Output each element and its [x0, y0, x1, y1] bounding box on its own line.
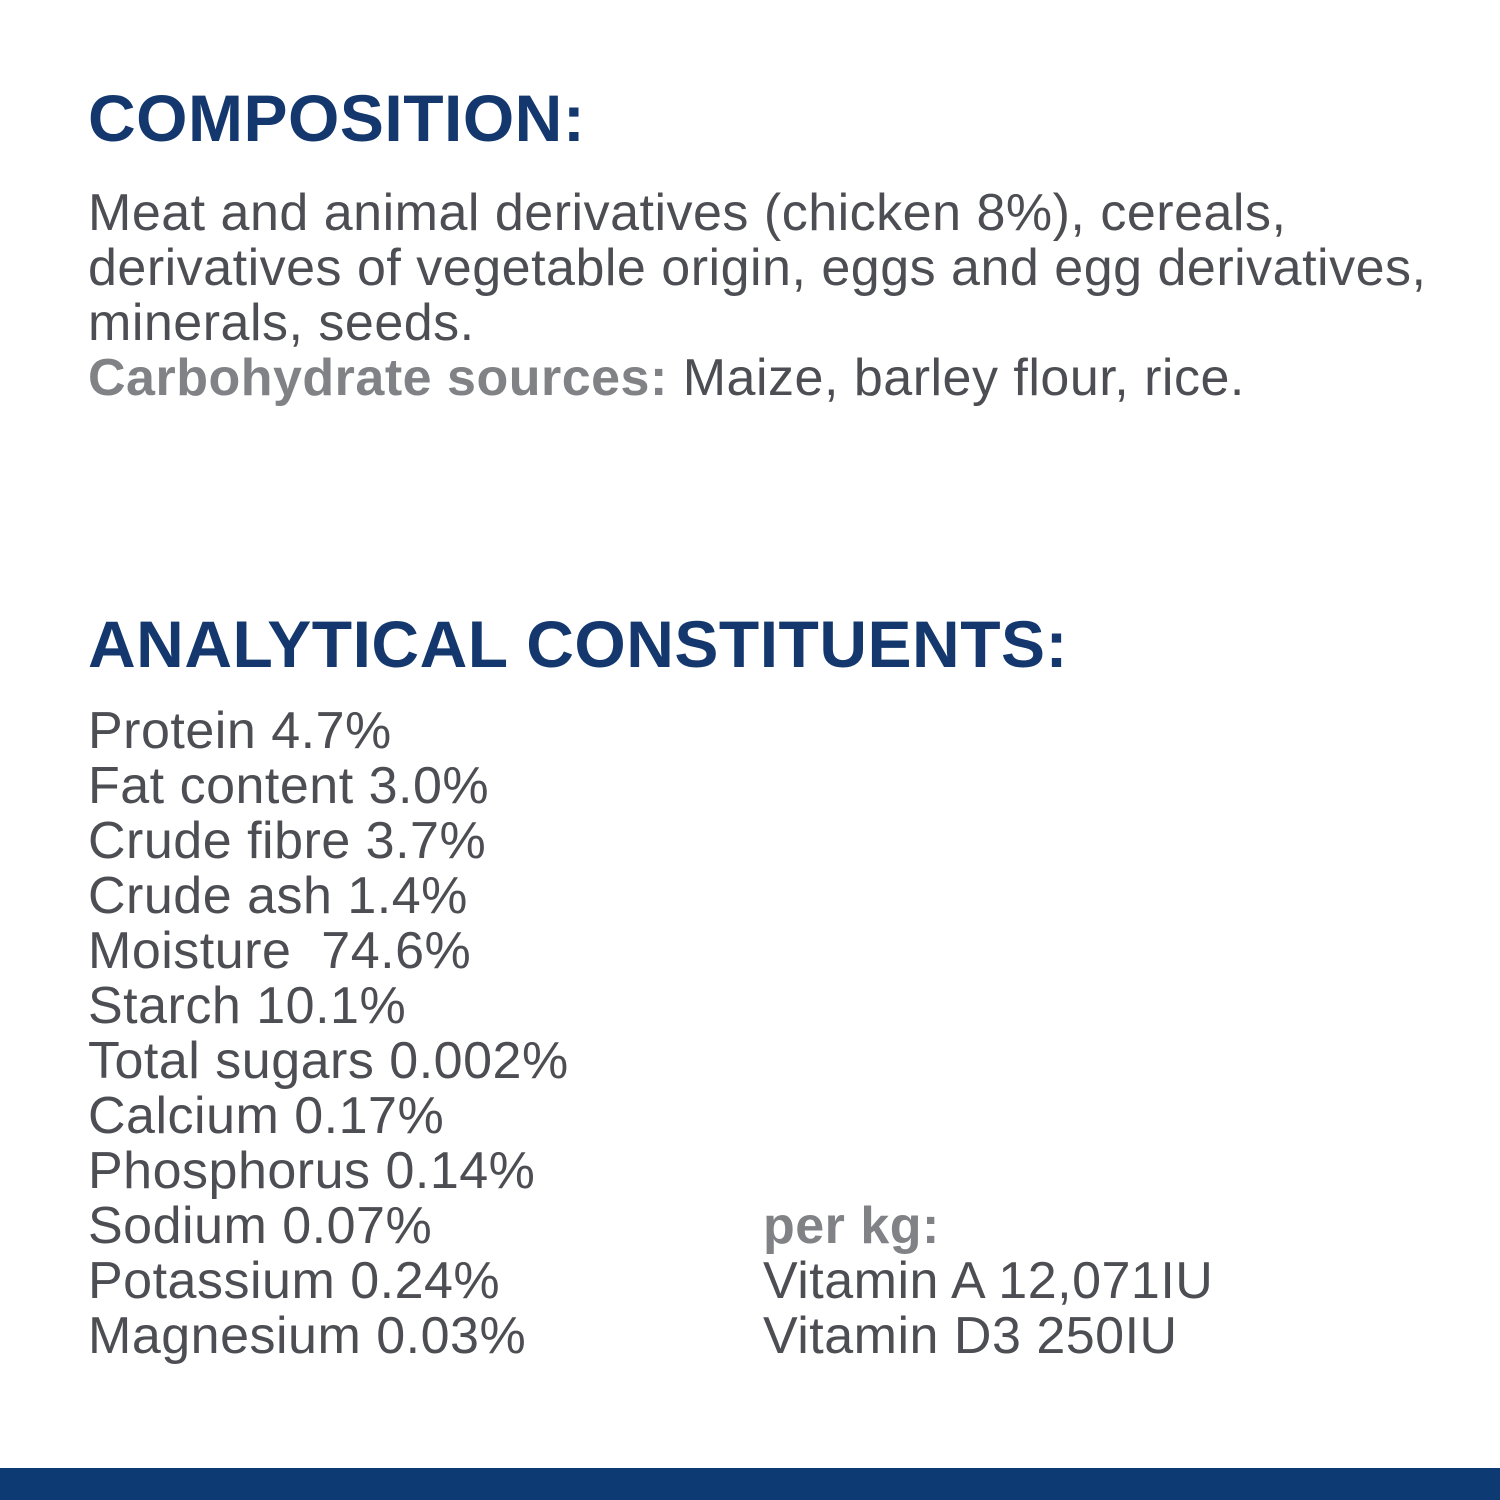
analytical-item-crude-fibre: Crude fibre 3.7% — [88, 812, 487, 870]
analytical-item-potassium: Potassium 0.24% — [88, 1252, 501, 1310]
analytical-item-magnesium: Magnesium 0.03% — [88, 1307, 527, 1365]
analytical-item-starch: Starch 10.1% — [88, 977, 407, 1035]
footer-color-bar — [0, 1468, 1500, 1500]
analytical-constituents-list — [88, 704, 569, 1364]
per-kg-block — [763, 1199, 1213, 1364]
analytical-item-total-sugars: Total sugars 0.002% — [88, 1032, 569, 1090]
analytical-item-protein: Protein 4.7% — [88, 702, 392, 760]
analytical-item-moisture: Moisture 74.6% — [88, 922, 472, 980]
analytical-item-calcium: Calcium 0.17% — [88, 1087, 445, 1145]
analytical-constituents-heading: ANALYTICAL CONSTITUENTS: — [88, 607, 1069, 681]
carbohydrate-sources-value: Maize, barley flour, rice. — [667, 349, 1245, 407]
composition-body — [88, 186, 1458, 406]
carbohydrate-sources-label: Carbohydrate sources: — [88, 349, 668, 407]
analytical-item-fat: Fat content 3.0% — [88, 757, 490, 815]
analytical-item-sodium: Sodium 0.07% — [88, 1197, 433, 1255]
composition-heading: COMPOSITION: — [88, 81, 586, 155]
analytical-item-phosphorus: Phosphorus 0.14% — [88, 1142, 536, 1200]
composition-ingredients-text: Meat and animal derivatives (chicken 8%), cereals, derivatives of vegetable origin, eggs and egg derivatives, minerals, seeds. — [88, 184, 1427, 352]
analytical-item-crude-ash: Crude ash 1.4% — [88, 867, 468, 925]
per-kg-label: per kg: — [763, 1197, 940, 1255]
per-kg-item-vitamin-a: Vitamin A 12,071IU — [763, 1252, 1214, 1310]
per-kg-item-vitamin-d3: Vitamin D3 250IU — [763, 1307, 1178, 1365]
